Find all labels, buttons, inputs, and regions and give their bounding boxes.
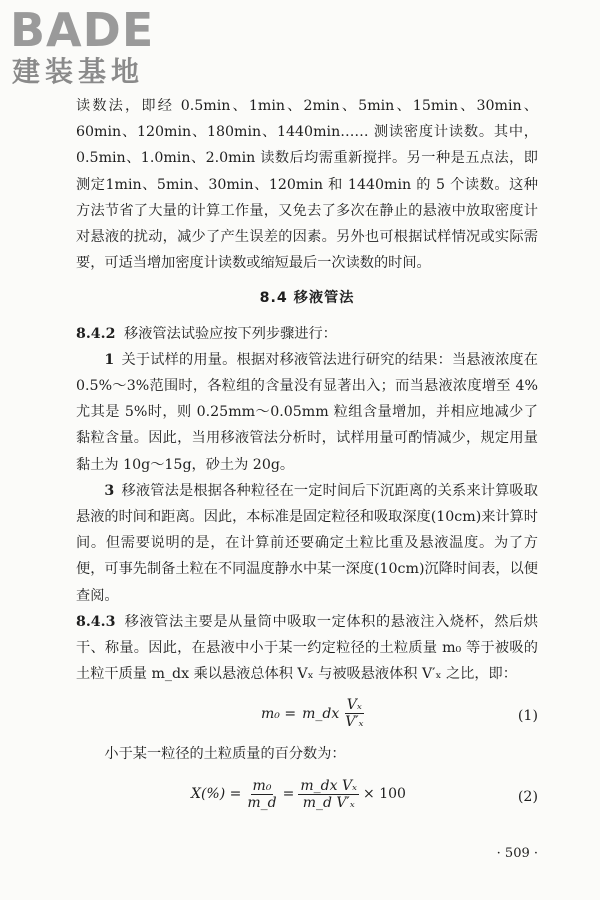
equation-1-body [261, 697, 369, 730]
item-3 [76, 478, 538, 609]
bade-logo [10, 3, 185, 92]
eq1-fraction [343, 697, 365, 730]
section-title: 8.4 移液管法 [259, 290, 355, 307]
clause-number: 8.4.2 [76, 325, 116, 342]
clause-8-4-3 [76, 609, 538, 688]
eq2-f1-numerator: m₀ [252, 777, 272, 794]
eq2-f2-denominator: m_d V′ₓ [302, 794, 355, 811]
equation-1 [76, 695, 538, 735]
item-text: 移液管法是根据各种粒径在一定时间后下沉距离的关系来计算吸取悬液的时间和距离。因此，本标准是固定粒径和吸取深度(10cm)来计算时间。但需要说明的是，在计算前还要确定土粒比重及悬液温度。为了方便，可事先制备土粒在不同温度静水中某一深度(10cm)沉降时间表，以便查阅。 [76, 482, 538, 604]
page-number: · 509 · [496, 846, 538, 861]
clause-text: 移液管法主要是从量筒中吸取一定体积的悬液注入烧杯，然后烘干、称量。因此，在悬液中小于某一约定粒径的土粒质量 m₀ 等于被吸的土粒干质量 m_dx 乘以悬液总体积 Vₓ 与被吸悬液体积 V′ₓ 之比，即： [76, 613, 538, 683]
eq2-tail: × 100 [363, 786, 406, 803]
eq1-lhs: m₀ = [261, 705, 297, 722]
logo-wordmark: BADE [10, 3, 155, 57]
item-1 [76, 347, 538, 478]
clause-number: 8.4.3 [76, 613, 116, 630]
eq2-f1-denominator: m_d [247, 794, 277, 811]
clause-text: 移液管法试验应按下列步骤进行： [124, 325, 337, 342]
item-number: 3 [104, 482, 115, 499]
item-number: 1 [104, 351, 115, 368]
eq1-mdx: m_dx [302, 705, 340, 722]
clause-8-4-2 [76, 321, 538, 347]
eq2-f2-numerator: m_dx Vₓ [300, 777, 358, 794]
equation-1-number: (1) [517, 708, 538, 725]
eq2-equals: = [282, 786, 295, 803]
logo-subtitle: 建装基地 [12, 55, 145, 88]
equation-2 [76, 776, 538, 816]
document-body [76, 93, 538, 822]
equation-2-number: (2) [517, 788, 538, 805]
paragraph-reading-methods: 读数法，即经 0.5min、1min、2min、5min、15min、30min、60min、120min、180min、1440min…… 测读密度计读数。其中，0.5min、1.0min、2.0min 读数后均需重新搅拌。另一种是五点法，即测定1min、5min、30min、120min 和 1440min 的 5 个读数。这种方法节省了大量的计算工作量，又免去了多次在静止的悬液中放取密度计对悬液的扰动，减少了产生误差的因素。另外也可根据试样情况或实际需要，可适当增加密度计读数或缩短最后一次读数的时间。 [76, 98, 538, 272]
eq1-denominator: V′ₓ [345, 714, 364, 731]
eq2-fraction-1 [245, 778, 278, 811]
eq2-lhs: X(%) = [191, 786, 242, 803]
eq1-numerator: Vₓ [346, 697, 362, 714]
percent-intro: 小于某一粒径的土粒质量的百分数为： [104, 746, 346, 763]
item-text: 关于试样的用量。根据对移液管法进行研究的结果：当悬液浓度在 0.5%～3%范围时，各粒组的含量没有显著出入；而当悬液浓度增至 4%尤其是 5%时，则 0.25mm～0.05mm 粒组含量增加，并相应地减少了黏粒含量。因此，当用移液管法分析时，试样用量可酌情减少，规定用量黏土为 10g～15g，砂土为 20g。 [76, 351, 538, 473]
eq2-fraction-2 [298, 778, 359, 811]
equation-2-body [191, 778, 406, 811]
